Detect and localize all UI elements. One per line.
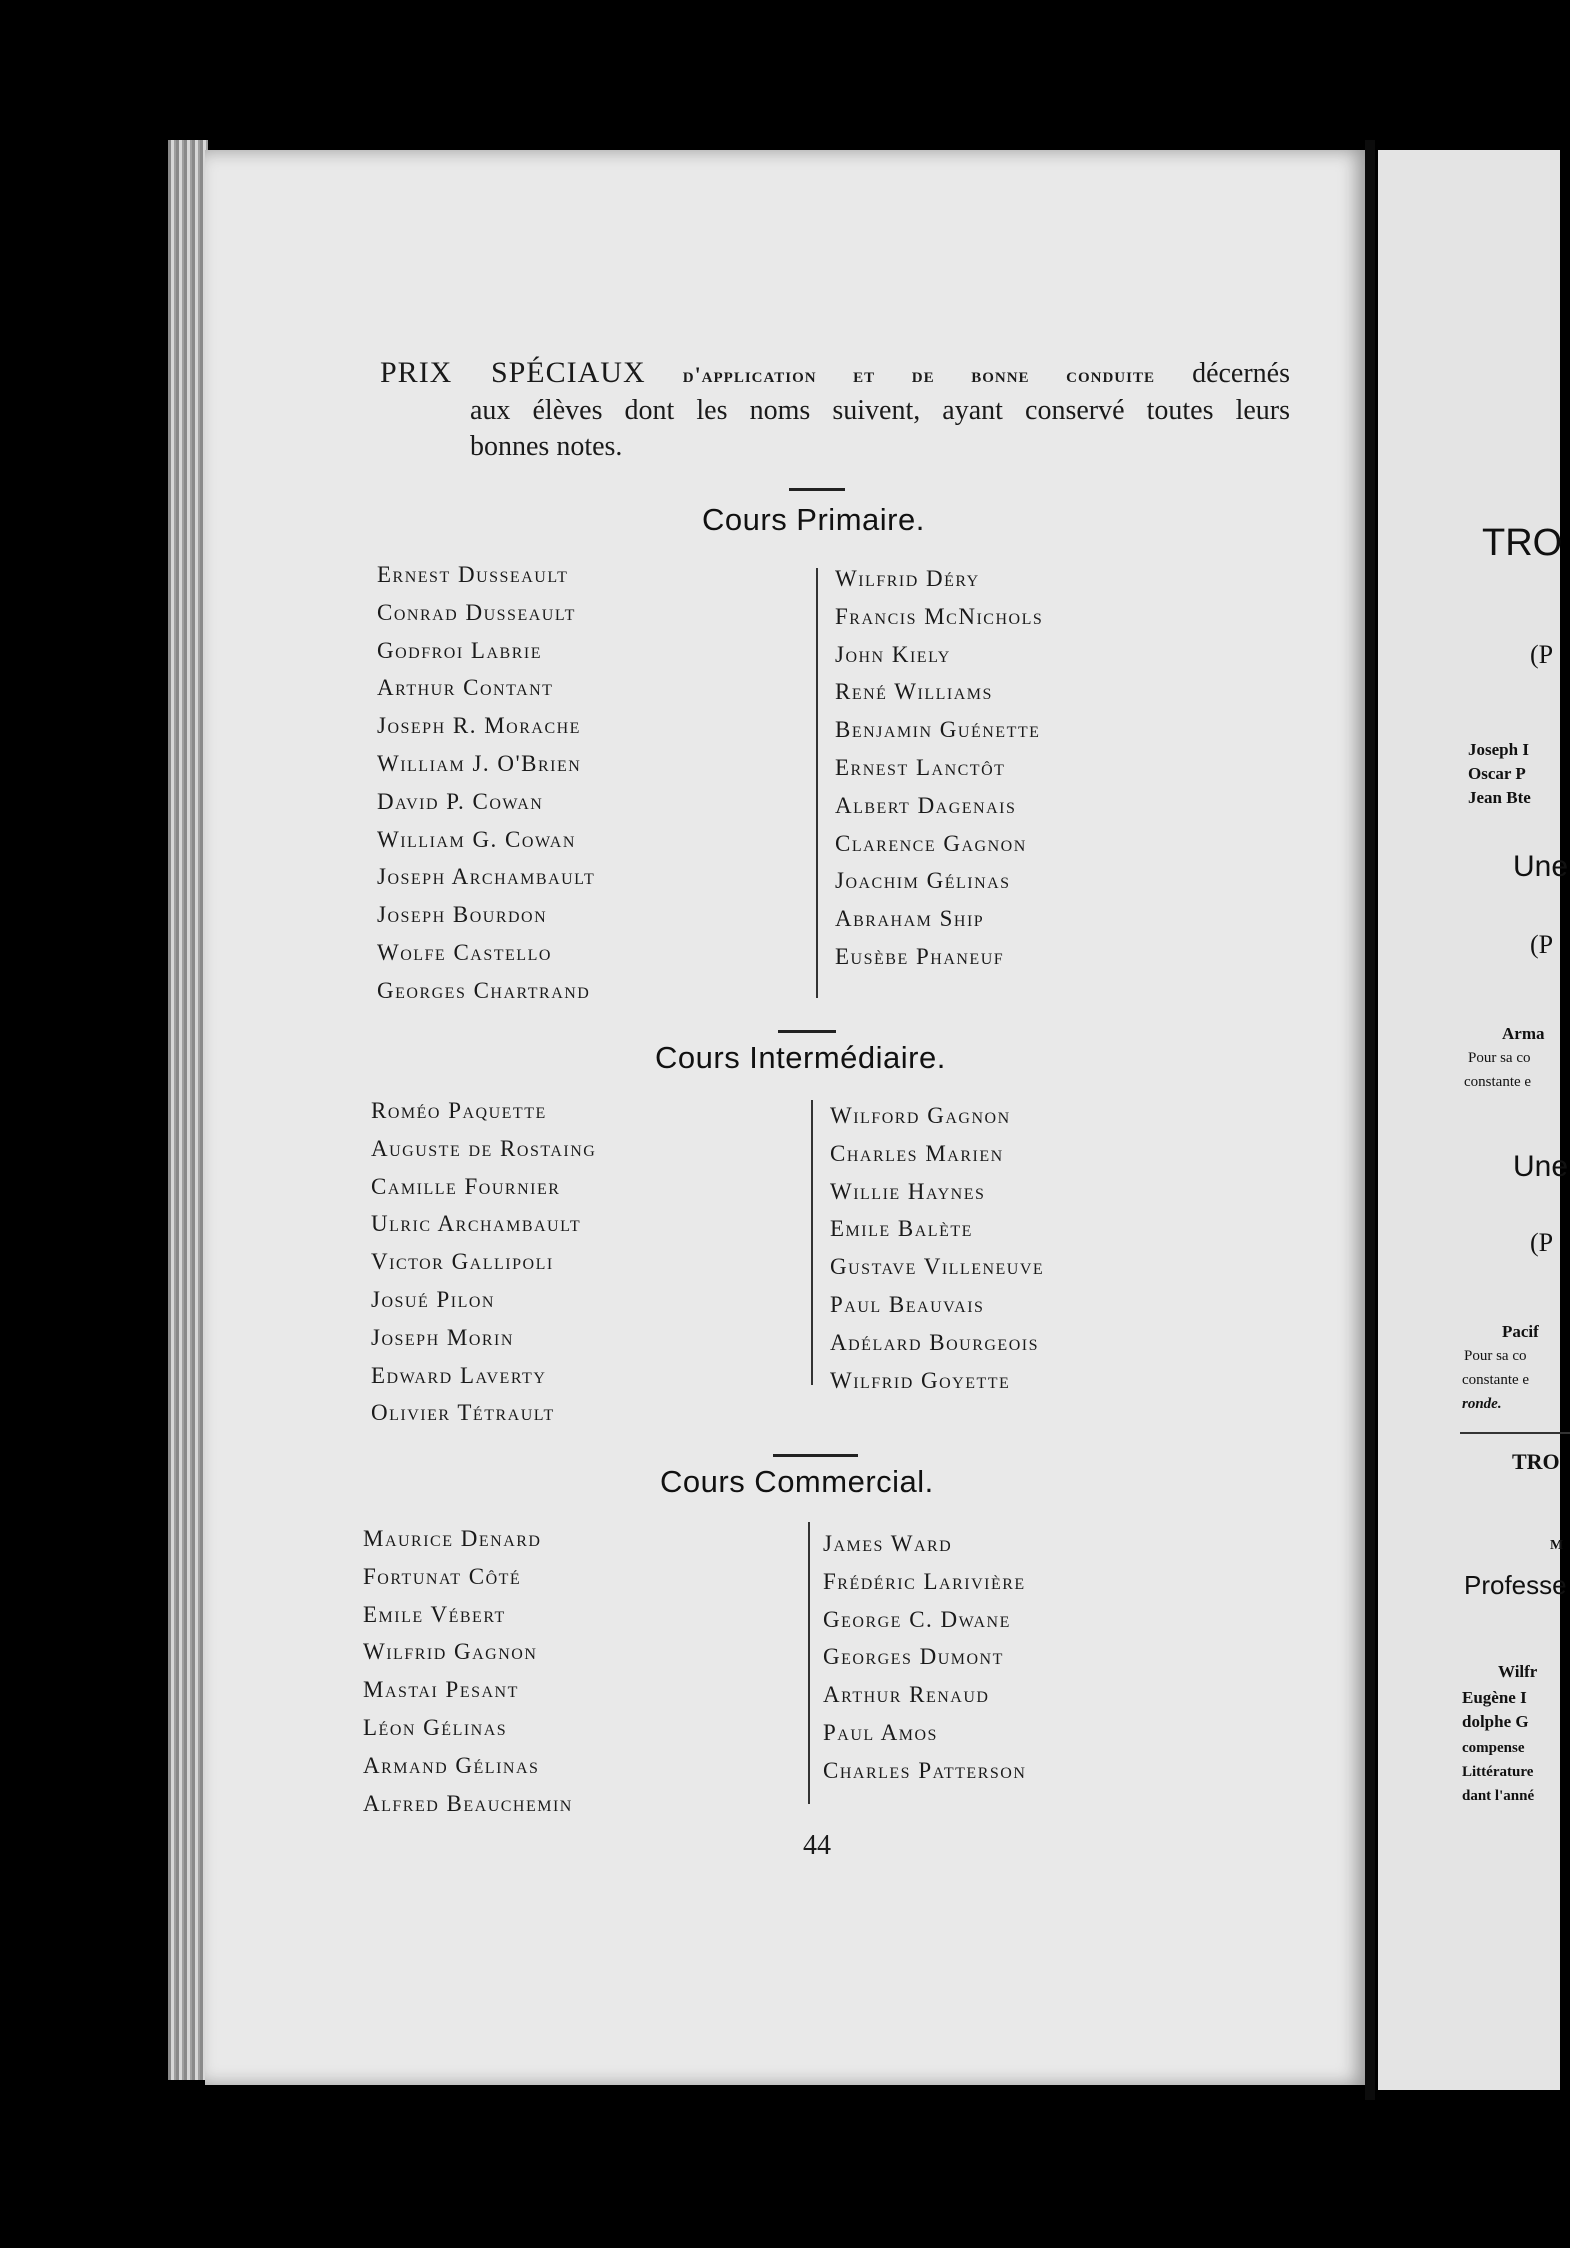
column-divider <box>816 568 818 998</box>
section-title-primaire: Cours Primaire. <box>702 502 925 537</box>
right-paci-text-1: Pour sa co <box>1464 1348 1527 1364</box>
list-item: Camille Fournier <box>371 1173 561 1199</box>
list-item: Arthur Contant <box>377 675 554 701</box>
right-paren-3: (P <box>1530 1228 1554 1257</box>
list-item: Ulric Archambault <box>371 1211 582 1237</box>
list-item: Fortunat Côté <box>363 1563 522 1589</box>
right-paci: Pacif <box>1502 1322 1539 1341</box>
list-item: Josué Pilon <box>371 1286 495 1312</box>
list-item: William J. O'Brien <box>377 750 582 776</box>
list-item: Armand Gélinas <box>363 1752 540 1778</box>
column-divider <box>808 1522 810 1804</box>
list-item: David P. Cowan <box>377 788 544 814</box>
right-name-1: Joseph I <box>1468 740 1529 759</box>
section-rule <box>778 1030 836 1033</box>
list-item: Wilfrid Goyette <box>830 1367 1011 1393</box>
list-item: Paul Beauvais <box>830 1291 985 1317</box>
heading-smallcaps: d'application et de bonne conduite <box>682 362 1155 387</box>
names-right-intermediaire <box>830 1097 1044 1399</box>
heading-line2: aux élèves dont les noms suivent, ayant conservé toutes leurs <box>470 395 1290 426</box>
list-item: Godfroi Labrie <box>377 637 542 663</box>
list-item: William G. Cowan <box>377 826 576 852</box>
names-right-primaire <box>835 560 1043 976</box>
list-item: Léon Gélinas <box>363 1714 508 1740</box>
heading-line3: bonnes notes. <box>470 431 623 462</box>
right-fragment-5: dant l'anné <box>1462 1788 1535 1804</box>
book-edge <box>168 140 208 2080</box>
names-right-commercial <box>823 1525 1026 1790</box>
list-item: Ernest Dusseault <box>377 562 569 587</box>
list-item: Alfred Beauchemin <box>363 1790 573 1816</box>
list-item: Charles Patterson <box>823 1757 1027 1783</box>
list-item: Eusèbe Phaneuf <box>835 943 1005 969</box>
list-item: Georges Dumont <box>823 1644 1004 1670</box>
heading-lead: PRIX SPÉCIAUX <box>380 356 646 389</box>
section-title-intermediaire: Cours Intermédiaire. <box>655 1040 946 1075</box>
list-item: Auguste de Rostaing <box>371 1135 597 1161</box>
names-left-commercial <box>363 1520 573 1822</box>
list-item: Mastai Pesant <box>363 1677 519 1703</box>
list-item: Paul Amos <box>823 1719 938 1745</box>
right-fragment-2: dolphe G <box>1462 1712 1529 1731</box>
right-arma-text-1: Pour sa co <box>1468 1050 1531 1066</box>
left-page <box>205 150 1365 2085</box>
list-item: Albert Dagenais <box>835 792 1017 818</box>
right-arma: Arma <box>1502 1024 1545 1043</box>
list-item: Joseph Morin <box>371 1324 514 1350</box>
list-item: Edward Laverty <box>371 1362 547 1388</box>
list-item: Emile Vébert <box>363 1601 506 1627</box>
list-item: Clarence Gagnon <box>835 830 1027 856</box>
right-paren-1: (P <box>1530 640 1554 669</box>
list-item: Joachim Gélinas <box>835 868 1011 894</box>
list-item: Arthur Renaud <box>823 1682 990 1708</box>
right-paci-text-2: constante e <box>1462 1372 1530 1388</box>
right-paci-text-3: ronde. <box>1462 1396 1502 1412</box>
column-divider <box>811 1100 813 1385</box>
names-left-primaire <box>377 556 595 1010</box>
list-item: Maurice Denard <box>363 1526 542 1551</box>
list-item: Charles Marien <box>830 1140 1004 1166</box>
right-name-2: Oscar P <box>1468 764 1526 783</box>
right-fragment-4: Littérature <box>1462 1764 1534 1780</box>
right-arma-text-2: constante e <box>1464 1074 1532 1090</box>
right-fragment-1: Eugène I <box>1462 1688 1527 1707</box>
list-item: Willie Haynes <box>830 1178 986 1204</box>
list-item: John Kiely <box>835 641 951 667</box>
list-item: Victor Gallipoli <box>371 1249 554 1275</box>
list-item: Conrad Dusseault <box>377 599 576 625</box>
right-name-3: Jean Bte <box>1468 788 1531 807</box>
list-item: James Ward <box>823 1531 953 1556</box>
right-une-2: Une <box>1513 1150 1569 1183</box>
right-rule <box>1460 1432 1570 1434</box>
names-left-intermediaire <box>371 1092 596 1432</box>
list-item: Georges Chartrand <box>377 977 591 1003</box>
list-item: Abraham Ship <box>835 906 985 932</box>
list-item: Adélard Bourgeois <box>830 1329 1039 1355</box>
right-tro-2: TRO <box>1512 1449 1560 1474</box>
page-number: 44 <box>803 1830 831 1861</box>
section-title-commercial: Cours Commercial. <box>660 1464 934 1499</box>
right-title-tro: TRO <box>1482 522 1563 564</box>
list-item: Joseph R. Morache <box>377 713 581 739</box>
list-item: Wilfrid Déry <box>835 566 980 591</box>
list-item: Emile Balète <box>830 1216 973 1242</box>
right-m: M <box>1550 1538 1564 1553</box>
heading-line1-end: décernés <box>1192 358 1291 389</box>
heading-paragraph <box>380 355 1290 465</box>
right-fragment-3: compense <box>1462 1740 1525 1756</box>
list-item: Frédéric Larivière <box>823 1568 1026 1594</box>
list-item: Wolfe Castello <box>377 939 552 965</box>
section-rule <box>773 1454 858 1457</box>
list-item: Roméo Paquette <box>371 1098 547 1123</box>
list-item: Joseph Archambault <box>377 864 596 890</box>
list-item: Francis McNichols <box>835 603 1044 629</box>
section-rule <box>789 488 845 491</box>
right-page <box>1378 150 1569 2090</box>
list-item: Benjamin Guénette <box>835 717 1041 743</box>
list-item: Wilford Gagnon <box>830 1103 1011 1128</box>
list-item: Olivier Tétrault <box>371 1400 555 1426</box>
book-gutter <box>1365 140 1375 2100</box>
list-item: Ernest Lanctôt <box>835 754 1006 780</box>
list-item: Joseph Bourdon <box>377 902 548 928</box>
right-une-1: Une <box>1513 850 1569 883</box>
list-item: René Williams <box>835 679 993 705</box>
list-item: Gustave Villeneuve <box>830 1254 1045 1280</box>
right-professe: Professe <box>1464 1570 1567 1600</box>
right-paren-2: (P <box>1530 930 1554 959</box>
list-item: Wilfrid Gagnon <box>363 1639 538 1665</box>
right-wilfr: Wilfr <box>1498 1662 1538 1681</box>
list-item: George C. Dwane <box>823 1606 1011 1632</box>
